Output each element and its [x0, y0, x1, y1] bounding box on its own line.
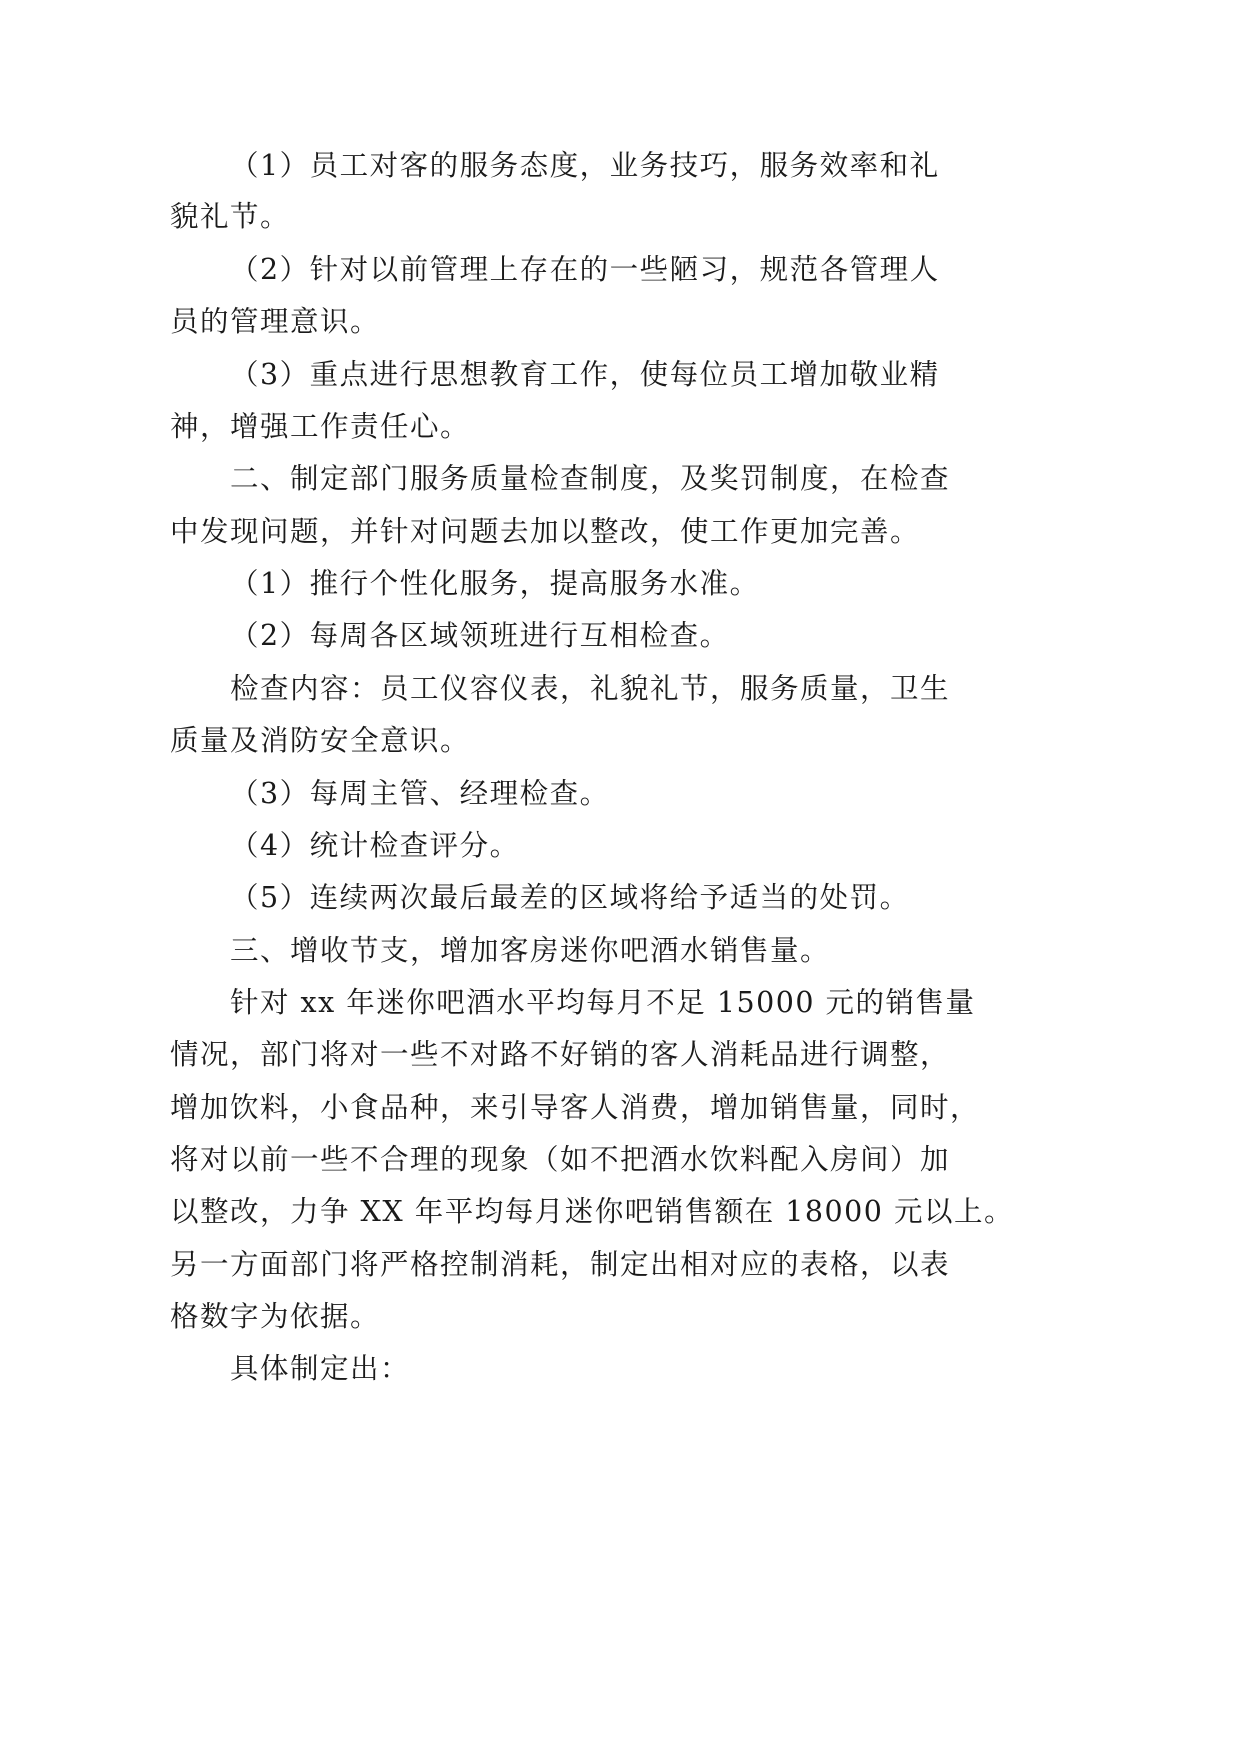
- section-heading-line: 二、制定部门服务质量检查制度，及奖罚制度，在检查: [230, 462, 951, 495]
- section-heading-line: 三、增收节支，增加客房迷你吧酒水销售量。: [230, 934, 831, 967]
- paragraph-line: （4）统计检查评分。: [230, 829, 520, 862]
- paragraph-line: （3）每周主管、经理检查。: [230, 777, 610, 810]
- paragraph-line: （1）推行个性化服务，提高服务水准。: [230, 567, 760, 600]
- paragraph-line: 增加饮料，小食品种，来引导客人消费，增加销售量，同时，: [170, 1091, 981, 1124]
- paragraph-line: 质量及消防安全意识。: [170, 724, 471, 757]
- paragraph-line: 格数字为依据。: [170, 1300, 381, 1333]
- paragraph-line: 员的管理意识。: [170, 305, 381, 338]
- paragraph-line: （5）连续两次最后最差的区域将给予适当的处罚。: [230, 881, 910, 914]
- paragraph-line: 具体制定出：: [230, 1352, 411, 1385]
- paragraph-line: （2）每周各区域领班进行互相检查。: [230, 619, 730, 652]
- paragraph-line: 另一方面部门将严格控制消耗，制定出相对应的表格，以表: [170, 1248, 951, 1281]
- paragraph-line: （3）重点进行思想教育工作，使每位员工增加敬业精: [230, 358, 940, 391]
- paragraph-line: 将对以前一些不合理的现象（如不把酒水饮料配入房间）加: [170, 1143, 951, 1176]
- paragraph-line: （1）员工对客的服务态度，业务技巧，服务效率和礼: [230, 149, 940, 182]
- paragraph-line: （2）针对以前管理上存在的一些陋习，规范各管理人: [230, 253, 940, 286]
- paragraph-line: 情况，部门将对一些不对路不好销的客人消耗品进行调整，: [170, 1038, 951, 1071]
- paragraph-line: 神，增强工作责任心。: [170, 410, 471, 443]
- paragraph-line: 检查内容：员工仪容仪表，礼貌礼节，服务质量，卫生: [230, 672, 951, 705]
- paragraph-line: 貌礼节。: [170, 200, 291, 233]
- paragraph-line: 中发现问题，并针对问题去加以整改，使工作更加完善。: [170, 515, 921, 548]
- paragraph-line: 针对 xx 年迷你吧酒水平均每月不足 15000 元的销售量: [230, 986, 976, 1019]
- paragraph-line: 以整改，力争 XX 年平均每月迷你吧销售额在 18000 元以上。: [170, 1195, 1014, 1228]
